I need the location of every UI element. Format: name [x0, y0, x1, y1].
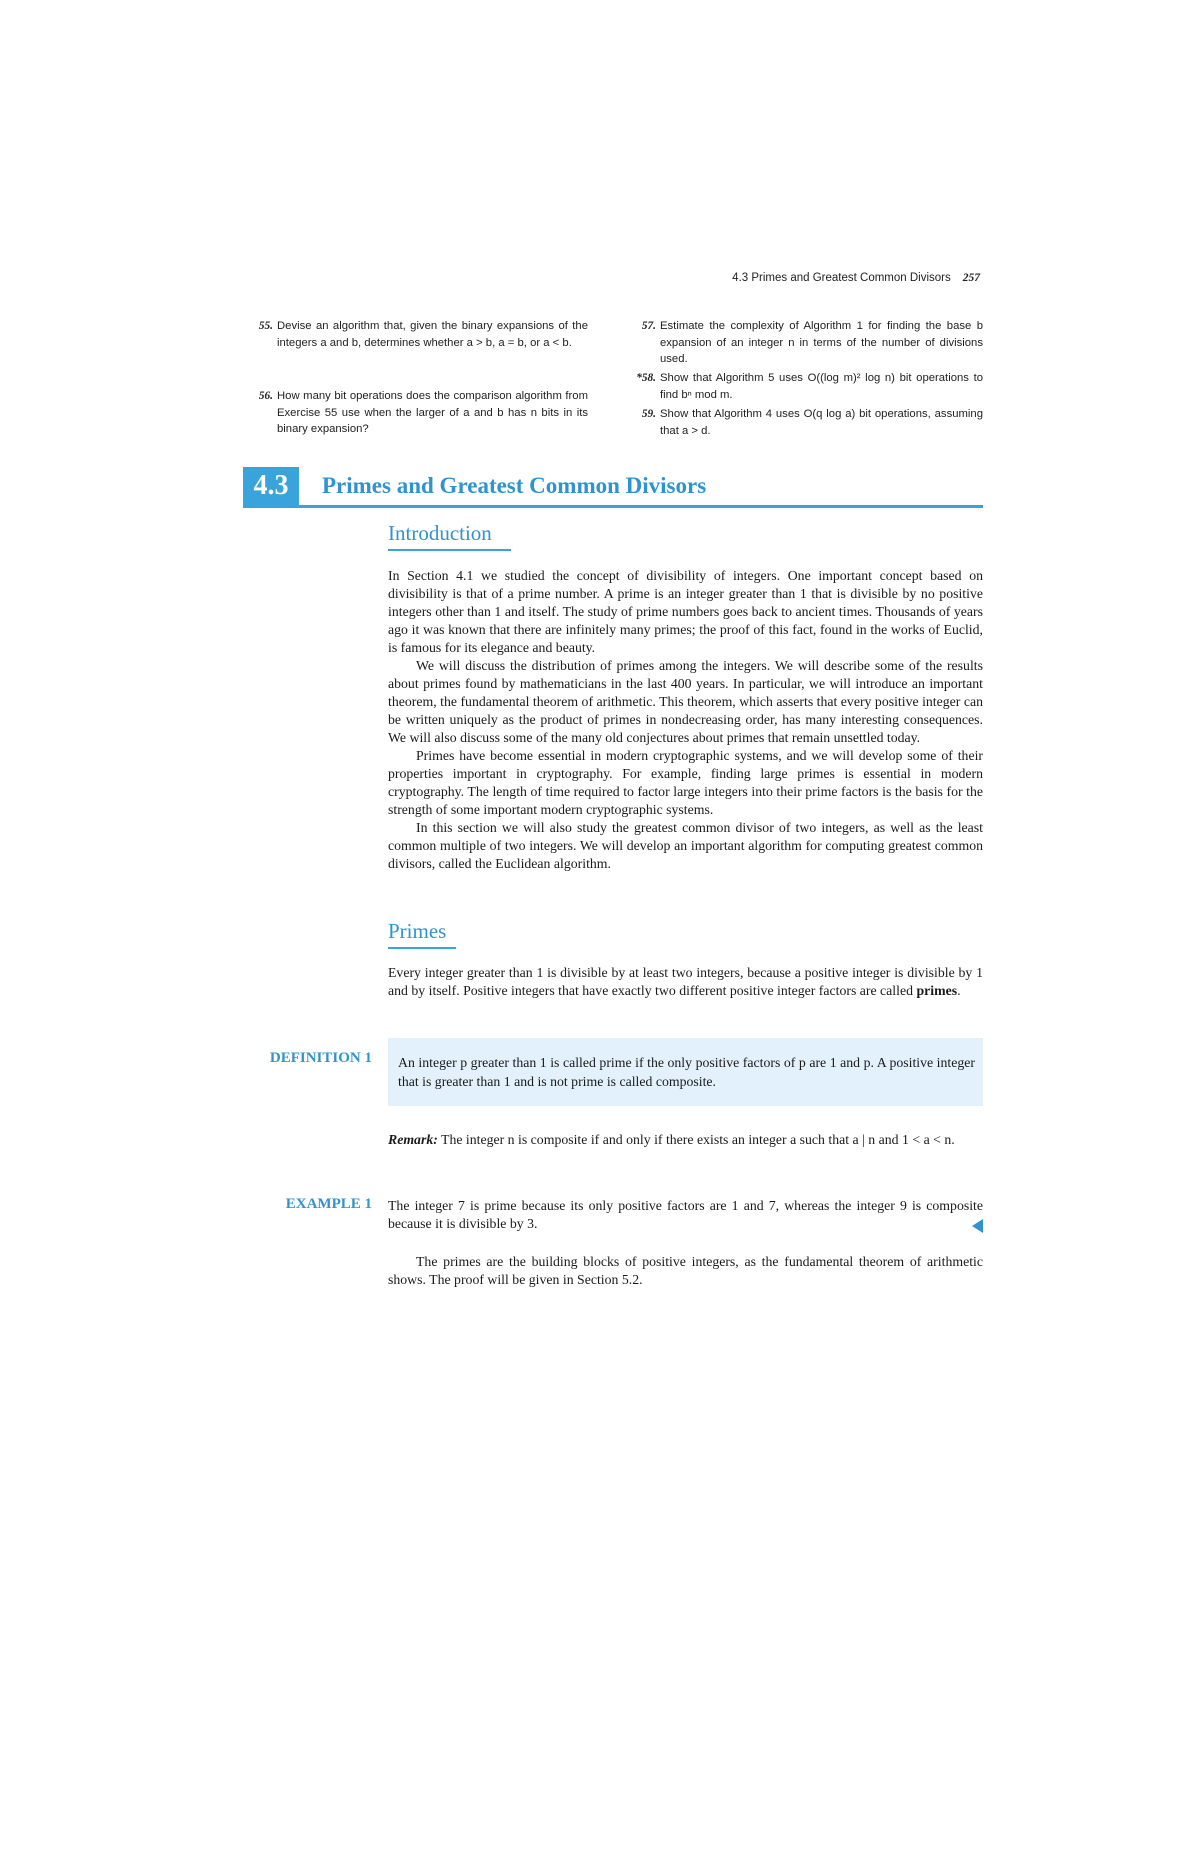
exercise-number: 55.	[258, 320, 273, 332]
primes-intro-text: Every integer greater than 1 is divisible by at least two integers, because a positive integer is divisible by 1 and by itself. Positive integers that have exactly two different positive integer factors are called	[388, 965, 983, 998]
subsection-heading-introduction: Introduction	[388, 521, 492, 545]
exercises-right-column	[626, 318, 983, 448]
paragraph: The integer 7 is prime because its only positive factors are 1 and 7, whereas the integer 9 is composite because it is divisible by 3.	[388, 1198, 983, 1231]
closing-body	[388, 1253, 983, 1289]
subsection-heading-primes: Primes	[388, 919, 447, 943]
paragraph: Primes have become essential in modern cryptographic systems, and we will develop some of their properties important in cryptography. For example, finding large primes is essential in modern cryptography. The length of time required to factor large integers into their prime factors is the basis for the strength of some important modern cryptographic systems.	[388, 748, 983, 817]
exercise-58	[626, 370, 983, 403]
exercise-text: Show that Algorithm 5 uses O((log m)² log n) bit operations to find bⁿ mod m.	[660, 372, 983, 401]
end-of-example-icon	[972, 1219, 983, 1233]
running-head-title: 4.3 Primes and Greatest Common Divisors	[732, 272, 951, 284]
exercise-number: 57.	[641, 320, 656, 332]
exercise-text: Show that Algorithm 4 uses O(q log a) bit operations, assuming that a > d.	[660, 408, 983, 437]
example-label: EXAMPLE 1	[285, 1196, 372, 1212]
section-number-badge: 4.3	[243, 467, 299, 505]
running-head	[732, 272, 980, 284]
paragraph: We will discuss the distribution of primes among the integers. We will describe some of the results about primes found by mathematicians in the last 400 years. In particular, we will introduce an important theorem, the fundamental theorem of arithmetic. This theorem, which asserts that every positive integer can be written uniquely as the product of primes in nondecreasing order, has many interesting consequences. We will also discuss some of the many old conjectures about primes that remain unsettled today.	[388, 658, 983, 745]
exercise-number: *58.	[636, 372, 656, 384]
primes-intro-end: .	[957, 983, 961, 998]
primes-term: primes	[916, 983, 958, 998]
page-number: 257	[962, 272, 980, 284]
exercise-59	[626, 406, 983, 439]
section-rule	[243, 505, 983, 508]
paragraph: In this section we will also study the greatest common divisor of two integers, as well as the least common multiple of two integers. We will develop an important algorithm for computing greatest common divisors, called the Euclidean algorithm.	[388, 820, 983, 871]
exercise-text: Estimate the complexity of Algorithm 1 for finding the base b expansion of an integer n in terms of the number of divisions used.	[660, 320, 983, 365]
exercise-number: 56.	[258, 390, 273, 402]
paragraph: In Section 4.1 we studied the concept of divisibility of integers. One important concept based on divisibility is that of a prime number. A prime is an integer greater than 1 that is divisible by no positive integers other than 1 and itself. The study of prime numbers goes back to ancient times. Thousands of years ago it was known that there are infinitely many primes; the proof of this fact, found in the works of Euclid, is famous for its elegance and beauty.	[388, 568, 983, 655]
paragraph	[388, 964, 983, 1000]
exercise-55	[243, 318, 588, 351]
paragraph	[388, 1131, 983, 1149]
remark-label: Remark:	[388, 1132, 438, 1147]
exercise-57	[626, 318, 983, 368]
remark-text: The integer n is composite if and only if there exists an integer a such that a | n and 1 < a < n.	[441, 1132, 955, 1147]
exercise-text: Devise an algorithm that, given the binary expansions of the integers a and b, determines whether a > b, a = b, or a < b.	[277, 320, 588, 349]
subsection-rule	[388, 549, 511, 551]
exercise-56	[243, 388, 588, 438]
exercise-number: 59.	[641, 408, 656, 420]
definition-label: DEFINITION 1	[269, 1050, 372, 1066]
paragraph: The primes are the building blocks of positive integers, as the fundamental theorem of arithmetic shows. The proof will be given in Section 5.2.	[388, 1254, 983, 1287]
remark	[388, 1131, 983, 1149]
example-body	[388, 1197, 983, 1233]
section-title: Primes and Greatest Common Divisors	[322, 473, 707, 498]
introduction-body	[388, 567, 983, 873]
subsection-rule	[388, 947, 456, 949]
exercise-text: How many bit operations does the comparison algorithm from Exercise 55 use when the larger of a and b has n bits in its binary expansion?	[277, 390, 588, 435]
definition-text: An integer p greater than 1 is called prime if the only positive factors of p are 1 and p. A positive integer that is greater than 1 and is not prime is called composite.	[398, 1055, 975, 1089]
exercises-left-column	[243, 318, 588, 438]
primes-intro	[388, 964, 983, 1000]
